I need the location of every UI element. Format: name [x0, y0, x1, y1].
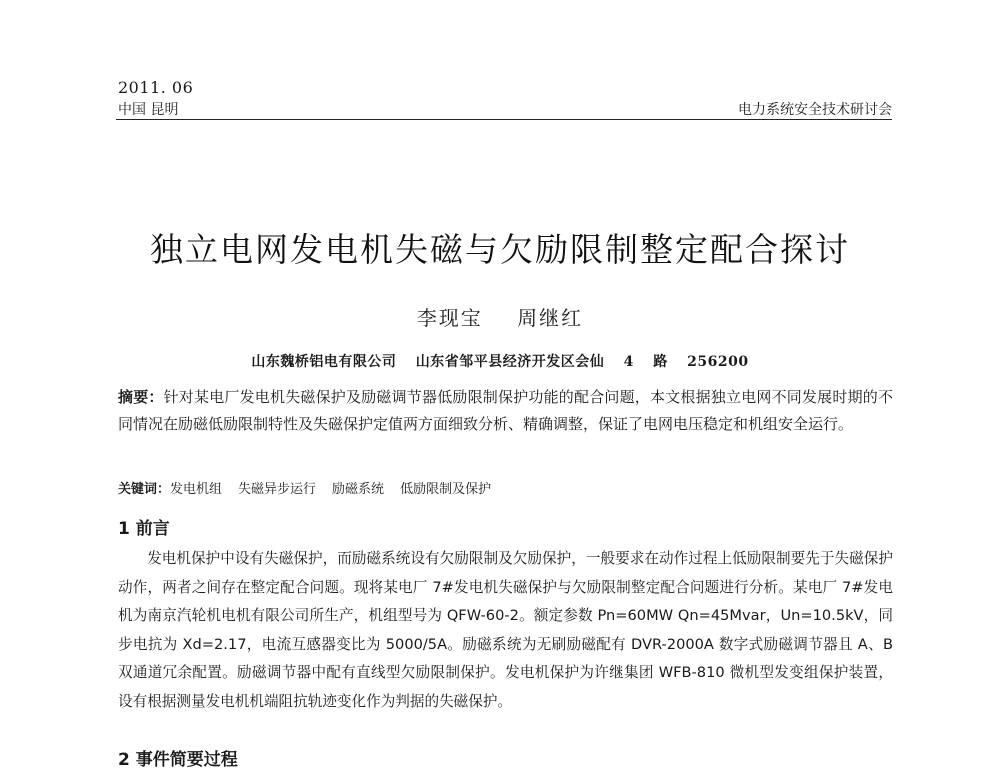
- keyword: 低励限制及保护: [400, 482, 492, 497]
- keyword: 励磁系统: [332, 482, 385, 497]
- keywords-label: 关键词：: [118, 482, 171, 497]
- section-heading: 1 前言: [118, 519, 170, 539]
- keywords: [118, 478, 893, 497]
- keyword: 发电机组: [170, 482, 223, 497]
- abstract-label: 摘要：: [118, 388, 164, 406]
- abstract: [118, 384, 893, 438]
- header-conference: 电力系统安全技术研讨会: [738, 102, 892, 118]
- header-divider: [116, 119, 892, 120]
- paper-authors: [0, 302, 1000, 331]
- keyword: 失磁异步运行: [238, 482, 317, 497]
- author-name: 李现宝: [416, 306, 483, 330]
- section-heading: 2 事件简要过程: [118, 750, 238, 770]
- header-place: 中国 昆明: [118, 102, 179, 118]
- section-body: 发电机保护中设有失磁保护，而励磁系统设有欠励限制及欠励保护，一般要求在动作过程上低励限制要先于失磁保护动作，两者之间存在整定配合问题。现将某电厂 7#发电机失磁保护与欠励限制整定配合问题进行分析。某电厂 7#发电机为南京汽轮机电机有限公司所生产，机组型号为 QFW-60-2。额定参数 Pn=60MW Qn=45Mvar，Un=10.5kV，同步电抗为 Xd=2.17，电流互感器变比为 5000/5A。励磁系统为无刷励磁配有 DVR-2000A 数字式励磁调节器且 A、B 双通道冗余配置。励磁调节器中配有直线型欠励限制保护。发电机保护为许继集团 WFB-810 微机型发变组保护装置，设有根据测量发电机机端阻抗轨迹变化作为判据的失磁保护。: [118, 550, 893, 710]
- author-name: 周继红: [517, 306, 584, 330]
- header-date: 2011. 06: [118, 78, 194, 97]
- abstract-text: 针对某电厂发电机失磁保护及励磁调节器低励限制保护功能的配合问题，本文根据独立电网不同发展时期的不同情况在励磁低励限制特性及失磁保护定值两方面细致分析、精确调整，保证了电网电压稳定和机组安全运行。: [118, 388, 893, 433]
- paper-title: 独立电网发电机失磁与欠励限制整定配合探讨: [150, 230, 850, 269]
- author-affiliation: 山东魏桥铝电有限公司 山东省邹平县经济开发区会仙 4 路 256200: [251, 354, 749, 370]
